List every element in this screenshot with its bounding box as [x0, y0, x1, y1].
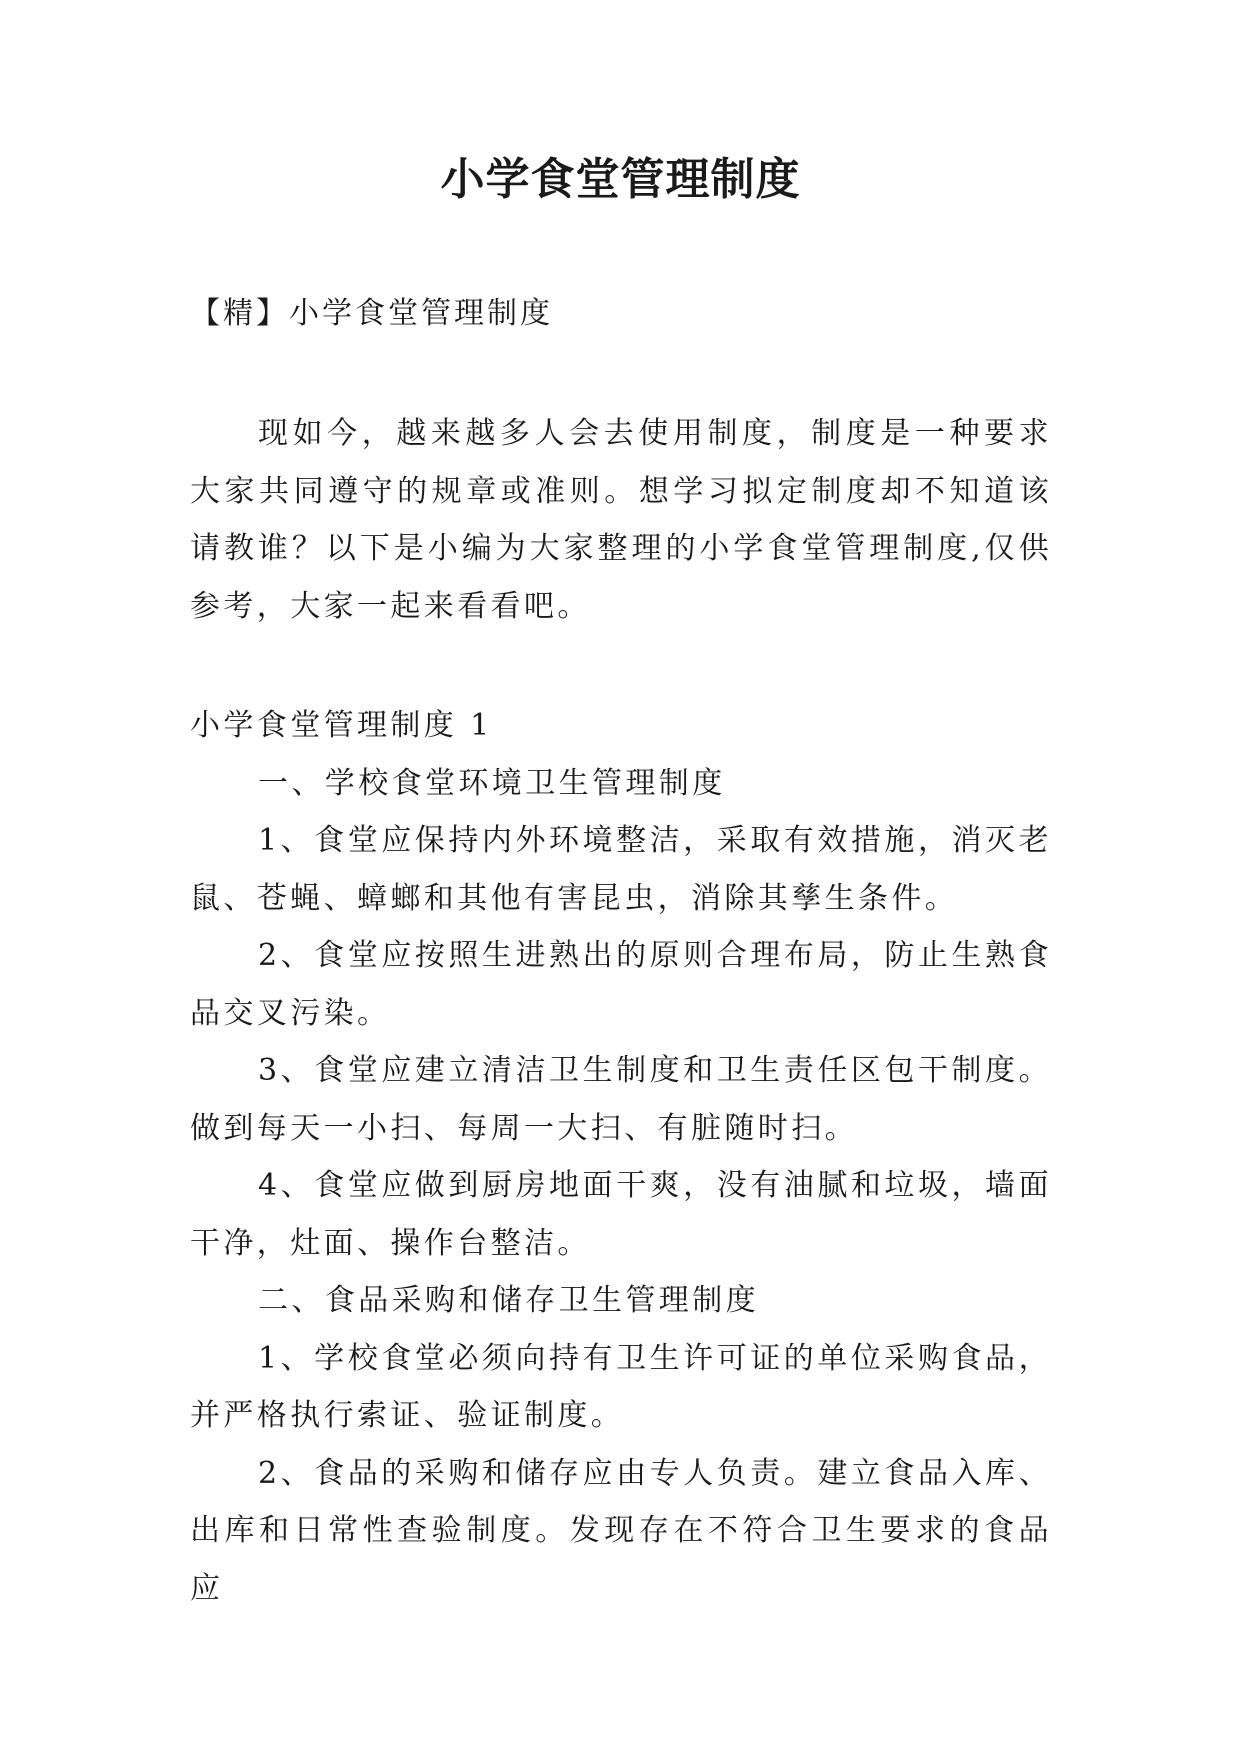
clause-environment-2: 2、食堂应按照生进熟出的原则合理布局，防止生熟食品交叉污染。 [190, 938, 1052, 1031]
document-subtitle: 【精】小学食堂管理制度 [190, 296, 553, 331]
section-body [190, 697, 1052, 1617]
clause-environment-4: 4、食堂应做到厨房地面干爽，没有油腻和垃圾，墙面干净，灶面、操作台整洁。 [190, 1168, 1052, 1261]
document-title: 小学食堂管理制度 [440, 154, 801, 205]
heading-environment-hygiene: 一、学校食堂环境卫生管理制度 [258, 765, 726, 801]
heading-procurement-storage: 二、食品采购和储存卫生管理制度 [258, 1283, 759, 1318]
clause-environment-1: 1、食堂应保持内外环境整洁，采取有效措施，消灭老鼠、苍蝇、蟑螂和其他有害昆虫，消除其孳生条件。 [190, 823, 1052, 916]
clause-procurement-1: 1、学校食堂必须向持有卫生许可证的单位采购食品，并严格执行索证、验证制度。 [190, 1340, 1052, 1433]
section-heading: 小学食堂管理制度 1 [190, 708, 493, 743]
intro-paragraph: 现如今，越来越多人会去使用制度，制度是一种要求大家共同遵守的规章或准则。想学习拟定制度却不知道该请教谁？以下是小编为大家整理的小学食堂管理制度,仅供参考，大家一起来看看吧。 [190, 416, 1052, 624]
clause-procurement-2: 2、食品的采购和储存应由专人负责。建立食品入库、出库和日常性查验制度。发现存在不符合卫生要求的食品应 [190, 1455, 1052, 1606]
clause-environment-3: 3、食堂应建立清洁卫生制度和卫生责任区包干制度。做到每天一小扫、每周一大扫、有脏随时扫。 [190, 1053, 1052, 1146]
